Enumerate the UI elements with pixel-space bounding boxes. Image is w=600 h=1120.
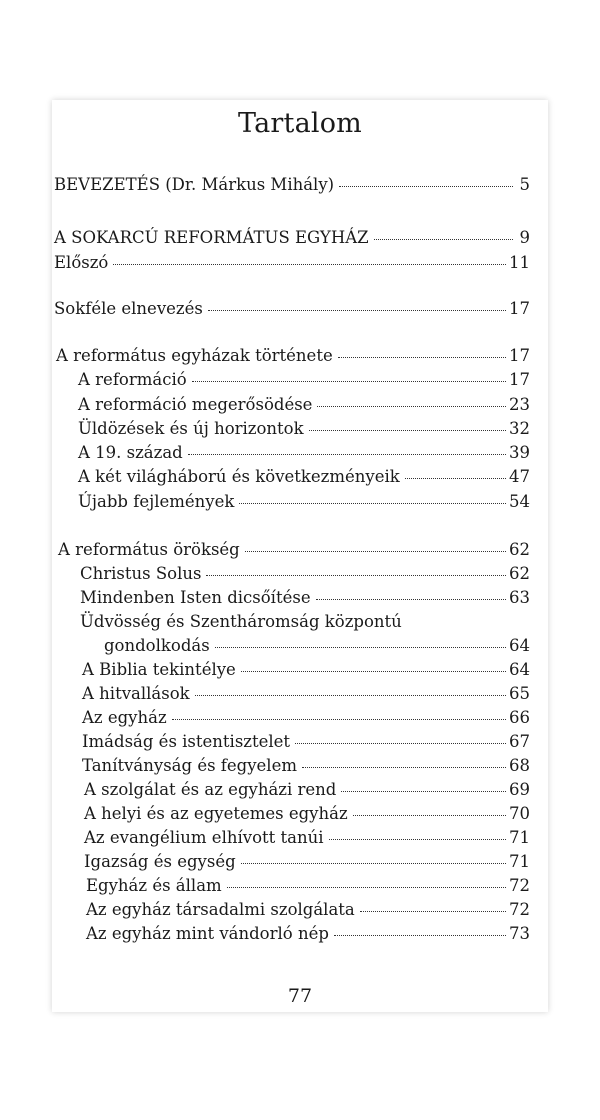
toc-entry[interactable] bbox=[78, 490, 530, 514]
toc-entry-page: 69 bbox=[509, 780, 530, 799]
toc-leader-dots bbox=[195, 695, 506, 696]
toc-entry[interactable] bbox=[84, 802, 530, 826]
toc-entry[interactable] bbox=[82, 682, 530, 706]
toc-leader-dots bbox=[353, 815, 506, 816]
toc-entry-page: 11 bbox=[509, 253, 530, 272]
toc-entry-label: Előszó bbox=[54, 253, 109, 272]
toc-entry-label: Újabb fejlemények bbox=[78, 492, 235, 511]
toc-leader-dots bbox=[241, 671, 506, 672]
toc-entry-label: A 19. század bbox=[78, 443, 183, 462]
toc-entry[interactable] bbox=[82, 706, 530, 730]
toc-entry-page: 54 bbox=[509, 492, 530, 511]
toc-entry-page: 72 bbox=[509, 876, 530, 895]
toc-entry[interactable] bbox=[78, 368, 530, 392]
toc-leader-dots bbox=[329, 839, 506, 840]
toc-leader-dots bbox=[339, 186, 513, 187]
toc-entry[interactable] bbox=[84, 778, 530, 802]
toc-entry-label: Sokféle elnevezés bbox=[54, 299, 203, 318]
toc-entry[interactable] bbox=[56, 344, 530, 368]
toc-entry-label: Mindenben Isten dicsőítése bbox=[80, 588, 311, 607]
toc-leader-dots bbox=[341, 791, 506, 792]
toc-entry[interactable] bbox=[104, 634, 530, 658]
toc-entry-label: Tanítványság és fegyelem bbox=[82, 756, 297, 775]
toc-entry[interactable] bbox=[78, 417, 530, 441]
toc-entry[interactable] bbox=[84, 850, 530, 874]
toc-leader-dots bbox=[302, 767, 506, 768]
toc-entry-label: A két világháború és következményeik bbox=[78, 467, 400, 486]
toc-leader-dots bbox=[192, 381, 506, 382]
toc-entry-page: 73 bbox=[509, 924, 530, 943]
toc-entry-page: 66 bbox=[509, 708, 530, 727]
toc-entry[interactable] bbox=[78, 393, 530, 417]
page-number: 77 bbox=[287, 985, 313, 1007]
toc-entry-label: gondolkodás bbox=[104, 636, 210, 655]
toc-entry-label: Az evangélium elhívott tanúi bbox=[84, 828, 324, 847]
toc-entry-page: 70 bbox=[509, 804, 530, 823]
toc-entry-page: 62 bbox=[509, 564, 530, 583]
toc-entry-label: A Biblia tekintélye bbox=[82, 660, 236, 679]
toc-entry-page: 17 bbox=[509, 299, 530, 318]
toc-entry[interactable] bbox=[58, 538, 530, 562]
toc-entry[interactable] bbox=[82, 730, 530, 754]
toc-entry-label: A helyi és az egyetemes egyház bbox=[84, 804, 348, 823]
toc-entry-label: A szolgálat és az egyházi rend bbox=[84, 780, 337, 799]
toc-entry-page: 67 bbox=[509, 732, 530, 751]
toc-entry-page: 71 bbox=[509, 852, 530, 871]
toc-entry-page: 71 bbox=[509, 828, 530, 847]
toc-entry[interactable] bbox=[82, 658, 530, 682]
toc-leader-dots bbox=[295, 743, 506, 744]
toc-leader-dots bbox=[405, 478, 506, 479]
toc-entry-label: Üdvösség és Szentháromság központú bbox=[80, 612, 402, 631]
toc-entry-label: A hitvallások bbox=[82, 684, 190, 703]
toc-entry-page: 64 bbox=[509, 660, 530, 679]
toc-leader-dots bbox=[188, 454, 506, 455]
toc-leader-dots bbox=[227, 887, 506, 888]
toc-entry-page: 39 bbox=[509, 443, 530, 462]
toc-entry[interactable] bbox=[80, 562, 530, 586]
toc-entry-page: 72 bbox=[509, 900, 530, 919]
toc-entry[interactable] bbox=[82, 754, 530, 778]
toc-entry-label: A SOKARCÚ REFORMÁTUS EGYHÁZ bbox=[54, 228, 369, 247]
toc-entry-page: 17 bbox=[509, 346, 530, 365]
toc-entry-page: 23 bbox=[509, 395, 530, 414]
toc-entry-page: 47 bbox=[509, 467, 530, 486]
toc-entry[interactable] bbox=[86, 898, 530, 922]
page-title: Tartalom bbox=[238, 108, 362, 139]
toc-entry-page: 17 bbox=[509, 370, 530, 389]
toc-leader-dots bbox=[245, 551, 506, 552]
toc-leader-dots bbox=[309, 430, 506, 431]
toc-entry-label: Az egyház mint vándorló nép bbox=[86, 924, 329, 943]
toc-entry[interactable] bbox=[78, 465, 530, 489]
toc-leader-dots bbox=[317, 406, 506, 407]
toc-entry[interactable] bbox=[80, 586, 530, 610]
toc-leader-dots bbox=[206, 575, 506, 576]
toc-entry-page: 65 bbox=[509, 684, 530, 703]
toc-entry-label: Az egyház társadalmi szolgálata bbox=[86, 900, 355, 919]
toc-entry[interactable] bbox=[78, 441, 530, 465]
toc-entry[interactable] bbox=[54, 251, 530, 275]
toc-entry-label: Imádság és istentisztelet bbox=[82, 732, 291, 751]
toc-entry-page: 68 bbox=[509, 756, 530, 775]
toc-leader-dots bbox=[316, 599, 506, 600]
toc-leader-dots bbox=[208, 310, 506, 311]
toc-leader-dots bbox=[374, 239, 513, 240]
toc-entry-label: A református egyházak története bbox=[56, 346, 333, 365]
toc-entry-page: 64 bbox=[509, 636, 530, 655]
toc-entry-label: Az egyház bbox=[82, 708, 167, 727]
toc-leader-dots bbox=[334, 935, 506, 936]
toc-leader-dots bbox=[215, 647, 506, 648]
toc-entry-label: Üldözések és új horizontok bbox=[78, 419, 304, 438]
toc-entry[interactable] bbox=[54, 226, 530, 250]
toc-entry-label: Igazság és egység bbox=[84, 852, 236, 871]
toc-entry-page: 32 bbox=[509, 419, 530, 438]
toc-leader-dots bbox=[172, 719, 506, 720]
toc-entry-label: Christus Solus bbox=[80, 564, 202, 583]
toc-entry[interactable] bbox=[86, 874, 530, 898]
toc-entry[interactable] bbox=[54, 297, 530, 321]
toc-entry[interactable] bbox=[54, 173, 530, 197]
toc-entry-label: Egyház és állam bbox=[86, 876, 222, 895]
toc-entry-label: A reformáció bbox=[78, 370, 187, 389]
toc-entry-page: 62 bbox=[509, 540, 530, 559]
toc-entry-label: A reformáció megerősödése bbox=[78, 395, 313, 414]
toc-entry[interactable] bbox=[84, 826, 530, 850]
toc-leader-dots bbox=[338, 357, 506, 358]
toc-entry[interactable] bbox=[86, 922, 530, 946]
toc-entry[interactable] bbox=[80, 610, 530, 634]
toc-leader-dots bbox=[241, 863, 506, 864]
toc-leader-dots bbox=[113, 264, 506, 265]
toc-entry-page: 63 bbox=[509, 588, 530, 607]
toc-leader-dots bbox=[239, 503, 506, 504]
toc-entry-page: 9 bbox=[519, 228, 530, 247]
toc-entry-label: BEVEZETÉS (Dr. Márkus Mihály) bbox=[54, 175, 335, 194]
toc-leader-dots bbox=[360, 911, 506, 912]
toc-entry-label: A református örökség bbox=[58, 540, 240, 559]
toc-entry-page: 5 bbox=[519, 175, 530, 194]
